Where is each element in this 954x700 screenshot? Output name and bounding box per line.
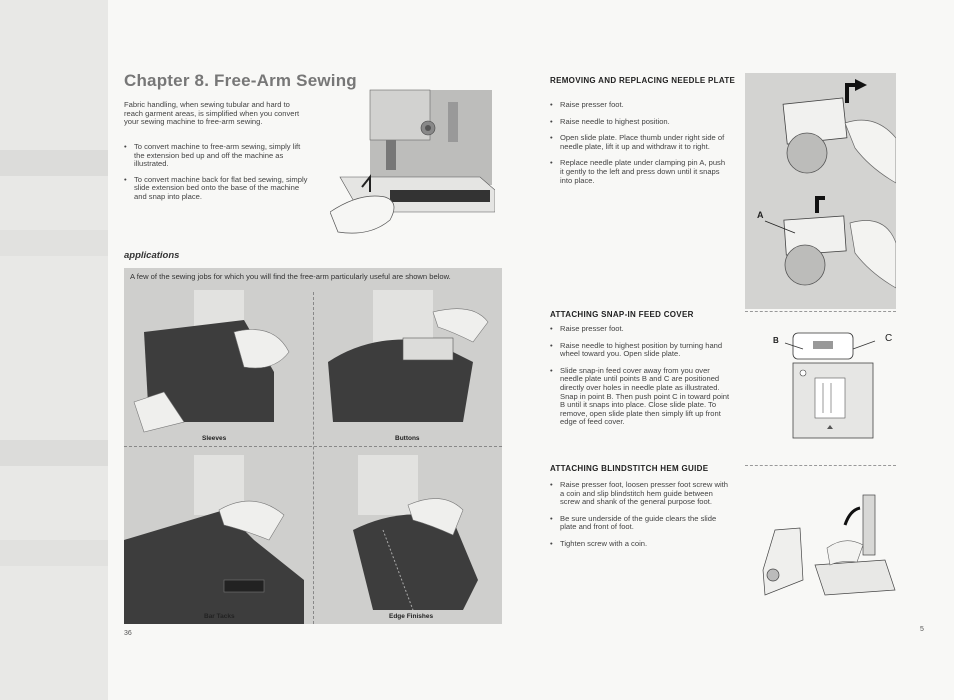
list-item: • To convert machine back for flat bed sewing, simply slide extension bed onto the base of the machine and snap into place. xyxy=(124,176,310,202)
list-item: • Raise presser foot, loosen presser foot screw with a coin and slip blindstitch hem guide between screw and shank of the general purpose foot. xyxy=(550,481,730,507)
chapter-title: Chapter 8. Free-Arm Sewing xyxy=(124,71,357,90)
list-item: • Be sure underside of the guide clears the slide plate and front of foot. xyxy=(550,515,730,532)
feed-cover-illustration xyxy=(745,313,896,463)
applications-photo-grid xyxy=(124,268,502,624)
photo-edge-finishes xyxy=(313,450,502,624)
photo-label: Edge Finishes xyxy=(389,613,434,620)
edge-finishes-photo xyxy=(313,450,502,624)
blindstitch-guide-illustration xyxy=(745,470,896,624)
photo-divider xyxy=(313,292,314,624)
list-item: • To convert machine to free-arm sewing, simply lift the extension bed up and off the machine as illustrated. xyxy=(124,143,310,169)
intro-paragraph: Fabric handling, when sewing tubular and hard to reach garment areas, is simplified when you convert your sewing machine to free-arm sewing. xyxy=(124,100,300,127)
free-arm-machine-illustration xyxy=(330,82,495,240)
sleeves-photo xyxy=(124,272,313,446)
photo-label: Bar Tacks xyxy=(204,613,235,620)
list-item: • Replace needle plate under clamping pin A, push it gently to the left and press down until it snaps into place. xyxy=(550,159,730,185)
photo-bar-tacks xyxy=(124,450,313,624)
label-point-c: C xyxy=(885,333,893,344)
scan-margin xyxy=(0,0,108,700)
margin-shadow xyxy=(0,150,108,176)
feed-cover-figure xyxy=(745,313,896,463)
blindstitch-figure xyxy=(745,470,896,624)
feed-cover-instructions xyxy=(550,325,730,435)
needle-plate-instructions xyxy=(550,101,730,193)
bar-tacks-photo xyxy=(124,450,313,624)
margin-shadow xyxy=(0,230,108,256)
list-item: • Raise needle to highest position. xyxy=(550,118,730,127)
margin-shadow xyxy=(0,440,108,466)
needle-plate-illustration xyxy=(745,73,896,309)
applications-intro: A few of the sewing jobs for which you will find the free-arm particularly useful are shown below. xyxy=(130,272,451,281)
list-item: • Raise needle to highest position by turning hand wheel toward you. Open slide plate. xyxy=(550,342,730,359)
list-item: • Tighten screw with a coin. xyxy=(550,540,730,549)
photo-label: Buttons xyxy=(395,435,420,442)
label-point-b: B xyxy=(773,336,779,345)
figure-divider xyxy=(745,311,896,312)
photo-sleeves xyxy=(124,272,313,446)
buttons-photo xyxy=(313,272,502,446)
photo-buttons xyxy=(313,272,502,446)
section-title-blindstitch: ATTACHING BLINDSTITCH HEM GUIDE xyxy=(550,464,709,473)
list-item: • Raise presser foot. xyxy=(550,325,730,334)
photo-divider xyxy=(124,446,502,447)
section-title-feed-cover: ATTACHING SNAP-IN FEED COVER xyxy=(550,310,694,319)
margin-shadow xyxy=(0,540,108,566)
photo-label: Sleeves xyxy=(202,435,227,442)
label-point-a: A xyxy=(757,210,764,220)
figure-divider xyxy=(745,465,896,466)
list-item: • Open slide plate. Place thumb under right side of needle plate, lift it up and withdraw it to right. xyxy=(550,134,730,151)
page-number-left: 36 xyxy=(124,630,132,637)
applications-heading: applications xyxy=(124,250,180,261)
list-item: • Slide snap-in feed cover away from you over needle plate until points B and C are positioned directly over holes in needle plate as illustrated. Snap in point B. Then push point C in toward point B until it snaps into place. Close slide plate. To remove, open slide plate then simply lift up front edge of feed cover. xyxy=(550,367,730,427)
page-number-right: 5 xyxy=(920,626,924,633)
blindstitch-instructions xyxy=(550,481,730,557)
needle-plate-figure xyxy=(745,73,896,309)
list-item: • Raise presser foot. xyxy=(550,101,730,110)
convert-instructions xyxy=(124,143,310,209)
section-title-needle-plate: REMOVING AND REPLACING NEEDLE PLATE xyxy=(550,76,736,85)
